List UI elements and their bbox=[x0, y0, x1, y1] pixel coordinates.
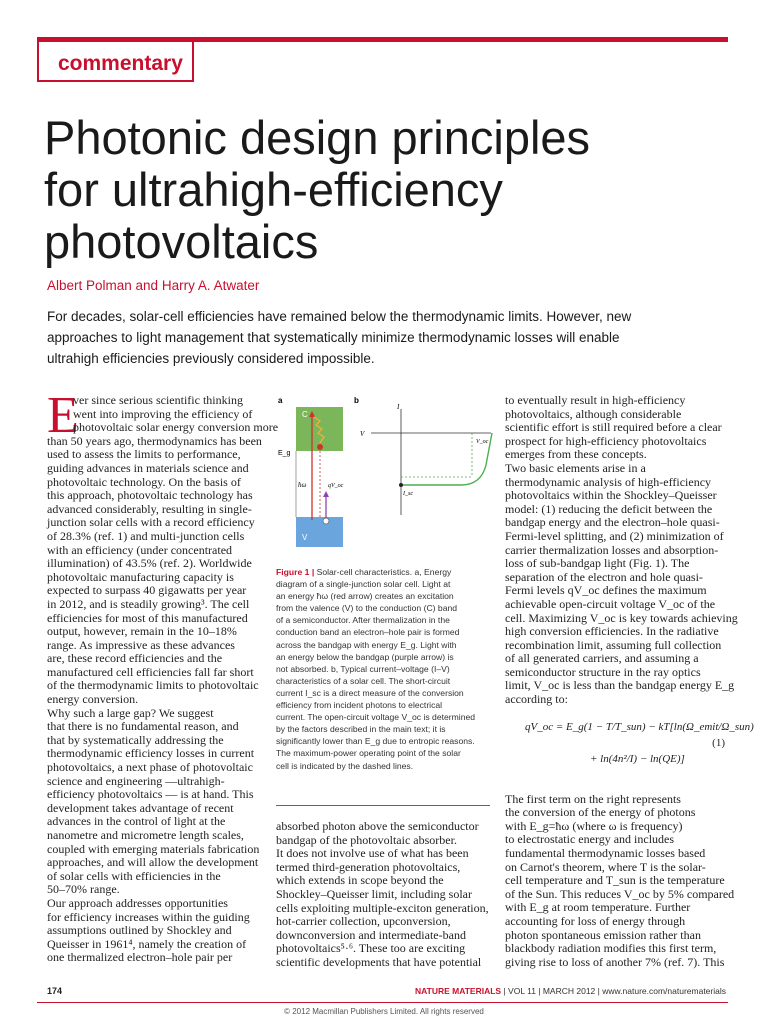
caption-figure-label: Figure 1 | bbox=[276, 567, 315, 577]
text-line: The first term on the right represents bbox=[505, 791, 681, 806]
text-line: with E_g at room temperature. Further bbox=[505, 900, 691, 915]
text-line: ver since serious scientific thinking bbox=[73, 393, 243, 407]
text-line: Shockley–Queisser limit, including solar bbox=[276, 886, 472, 901]
text-line: than 50 years ago, thermodynamics has been bbox=[47, 433, 262, 448]
text-line: an energy ħω (red arrow) creates an excitation bbox=[276, 591, 454, 602]
page-number: 174 bbox=[47, 986, 63, 996]
text-line: giving rise to loss of another 7% (ref. 7). This bbox=[505, 954, 725, 969]
text-line: efficiencies for most of this manufactured bbox=[47, 610, 248, 625]
text-line: bandgap of the photovoltaic absorber. bbox=[276, 832, 457, 847]
text-line: scientific effort is still required before a clear bbox=[505, 420, 722, 435]
text-line: to electrostatic energy and includes bbox=[505, 832, 675, 847]
drop-cap: E bbox=[47, 387, 79, 444]
text-line: of a semiconductor. After thermalization in the bbox=[276, 615, 450, 626]
text-line: advanced considerably, resulting in single- bbox=[47, 501, 252, 516]
text-line: that there is no fundamental reason, and bbox=[47, 719, 239, 734]
text-line: recombination limit, assuming full collection bbox=[505, 637, 722, 652]
text-line: science and engineering —ultrahigh- bbox=[47, 773, 225, 788]
text-line: It does not involve use of what has been bbox=[276, 846, 469, 861]
text-line: diagram of a single-junction solar cell. Light at bbox=[276, 579, 451, 590]
text-line: coupled with emerging materials fabrication bbox=[47, 841, 260, 856]
caption-rest bbox=[276, 578, 490, 772]
text-line: of solar cells with efficiencies in the bbox=[47, 868, 221, 883]
text-line: this approach, photovoltaic technology has bbox=[47, 488, 253, 503]
text-line: output, however, remain in the 10–18% bbox=[47, 624, 237, 639]
text-line: are, these record efficiencies and the bbox=[47, 651, 223, 666]
text-line: used to assess the limits to performance, bbox=[47, 447, 241, 462]
article-title bbox=[44, 112, 684, 268]
text-line: cell temperature and T_sun is the temperature bbox=[505, 873, 725, 888]
voc-label: V_oc bbox=[476, 439, 489, 445]
body-column-2 bbox=[276, 820, 490, 970]
text-line: manufactured cell efficiencies fall far short bbox=[47, 664, 254, 679]
text-line: conduction band an electron–hole pair is formed bbox=[276, 627, 460, 638]
text-line: the conversion of the energy of photons bbox=[505, 805, 696, 820]
text-line: from the valence (V) to the conduction (C) band bbox=[276, 603, 458, 614]
text-line: thermodynamic efficiency losses in current bbox=[47, 746, 255, 761]
body-column-3 bbox=[505, 393, 738, 969]
text-line: current. The open-circuit voltage V_oc is determined bbox=[276, 712, 476, 723]
body-column-1 bbox=[47, 393, 279, 965]
text-line: by the factors described in the main text; it is bbox=[276, 724, 446, 735]
text-line: current I_sc is a direct measure of the conversion bbox=[276, 687, 464, 698]
hole-dot bbox=[323, 518, 329, 524]
text-line: emerges from these concepts. bbox=[505, 447, 647, 462]
text-line: characteristics of a solar cell. The short-circuit bbox=[276, 675, 451, 686]
journal-footer bbox=[415, 986, 726, 996]
electron-dot bbox=[317, 444, 323, 450]
footer-rule bbox=[37, 1002, 728, 1003]
standfirst-line: For decades, solar-cell efficiencies have remained below the thermodynamic limits. However, new bbox=[47, 309, 632, 324]
hw-label: ħω bbox=[298, 481, 307, 489]
text-line: photovoltaics⁵·⁶. These too are exciting bbox=[276, 941, 466, 956]
sub-bandgap-arrowhead bbox=[323, 491, 329, 497]
text-line: illumination) of 43.5% (ref. 2). Worldwide bbox=[47, 556, 252, 571]
text-line: Our approach addresses opportunities bbox=[47, 895, 228, 910]
text-line: downconversion and intermediate-band bbox=[276, 927, 466, 942]
text-line: thermodynamic analysis of high-efficiency bbox=[505, 474, 712, 489]
text-line: efficiency from incident photons to electrical bbox=[276, 700, 443, 711]
equation-line-1: qV_oc = E_g(1 − T/T_sun) − kT[ln(Ω_emit/Ω_sun) bbox=[525, 721, 754, 733]
text-line: blackbody radiation modifies this first term, bbox=[505, 941, 717, 956]
valence-label: V bbox=[302, 533, 308, 542]
text-line: cells exploiting multiple-exciton generation, bbox=[276, 900, 489, 915]
text-line: accounting for loss of energy through bbox=[505, 914, 686, 928]
text-line: range. As impressive as these advances bbox=[47, 637, 235, 652]
text-line: photovoltaics, although considerable bbox=[505, 406, 682, 421]
text-line: hot-carrier collection, upconversion, bbox=[276, 914, 451, 929]
qvoc-label: qV_oc bbox=[328, 483, 344, 489]
text-line: achievable open-circuit voltage V_oc of the bbox=[505, 596, 716, 611]
caption-rule bbox=[276, 805, 490, 806]
text-line: high conversion efficiencies. In the radiative bbox=[505, 624, 719, 639]
copyright: © 2012 Macmillan Publishers Limited. All rights reserved bbox=[284, 1007, 484, 1016]
i-axis-label: I bbox=[397, 403, 400, 411]
text-line: prospect for high-efficiency photovoltaics bbox=[505, 433, 707, 448]
text-line: which extends in scope beyond the bbox=[276, 873, 444, 888]
text-line: limit, V_oc is less than the bandgap energy E_g bbox=[505, 678, 735, 693]
panel-a-label: a bbox=[278, 396, 283, 405]
section-label: commentary bbox=[58, 52, 183, 75]
journal-details: | VOL 11 | MARCH 2012 | www.nature.com/naturematerials bbox=[501, 986, 726, 996]
text-line: model: (1) reducing the deficit between the bbox=[505, 501, 713, 516]
text-line: bandgap energy and the electron–hole quasi- bbox=[505, 515, 720, 530]
text-line: efficiency photovoltaics — is at hand. This bbox=[47, 787, 254, 802]
equation-number: (1) bbox=[712, 737, 725, 749]
text-line: nanometre and micrometre length scales, bbox=[47, 828, 244, 842]
text-line: semiconductor structure in the ray optics bbox=[505, 664, 701, 679]
caption-line-0 bbox=[276, 566, 490, 578]
text-line: of the thermodynamic limits to photovoltaic bbox=[47, 678, 259, 693]
title-line: for ultrahigh-efficiency bbox=[44, 163, 503, 216]
text-line: significantly lower than E_g due to entropic reasons. bbox=[276, 736, 475, 747]
text-line: on Carnot's theorem, where T is the solar- bbox=[505, 859, 706, 874]
text-line: Queisser in 1961⁴, namely the creation of bbox=[47, 936, 247, 951]
standfirst-line: ultrahigh efficiencies previously considered impossible. bbox=[47, 351, 375, 366]
text-line: according to: bbox=[505, 692, 568, 707]
title-line: Photonic design principles bbox=[44, 111, 591, 164]
valence-band bbox=[296, 517, 343, 547]
eg-label: E_g bbox=[278, 450, 291, 457]
text-line: approaches, and will allow the development bbox=[47, 855, 259, 870]
equation-1 bbox=[525, 715, 754, 785]
text-line: absorbed photon above the semiconductor bbox=[276, 819, 479, 833]
text-line: to eventually result in high-efficiency bbox=[505, 393, 686, 407]
text-line: advances in the control of light at the bbox=[47, 814, 226, 829]
panel-b-label: b bbox=[354, 396, 359, 405]
text-line: Two basic elements arise in a bbox=[505, 460, 646, 475]
text-line: photovoltaic manufacturing capacity is bbox=[47, 569, 234, 584]
text-line: in 2012, and is steadily growing³. The cell bbox=[47, 596, 250, 611]
text-line: across the bandgap with energy E_g. Light with bbox=[276, 639, 457, 650]
text-line: carrier thermalization losses and absorption- bbox=[505, 542, 719, 557]
equation-line-2: + ln(4n²/I) − ln(QE)] bbox=[590, 753, 685, 765]
text-line: that by systematically addressing the bbox=[47, 732, 224, 747]
section-tag bbox=[37, 42, 194, 82]
text-line: separation of the electron and hole quasi- bbox=[505, 569, 703, 584]
text-line: expected to surpass 40 gigawatts per year bbox=[47, 583, 247, 598]
standfirst bbox=[47, 306, 727, 369]
standfirst-line: approaches to light management that systematically minimize thermodynamic losses will enable bbox=[47, 330, 620, 345]
text-line: scientific developments that have potential bbox=[276, 954, 482, 969]
v-axis-label: V bbox=[360, 430, 365, 438]
title-line: photovoltaics bbox=[44, 215, 319, 268]
text-line: loss of sub-bandgap light (Fig. 1). The bbox=[505, 556, 690, 571]
text-line: photon spontaneous emission rather than bbox=[505, 927, 701, 942]
text-line: of 28.3% (ref. 1) and multi-junction cells bbox=[47, 528, 245, 543]
text-line: The maximum-power operating point of the solar bbox=[276, 748, 461, 759]
text-line: termed third-generation photovoltaics, bbox=[276, 859, 461, 874]
text-line: assumptions outlined by Shockley and bbox=[47, 923, 232, 938]
text-line: fundamental thermodynamic losses based bbox=[505, 846, 706, 861]
text-line: Fermi levels qV_oc defines the maximum bbox=[505, 583, 707, 598]
text-line: energy conversion. bbox=[47, 692, 139, 707]
text-line: photovoltaic solar energy conversion more bbox=[73, 420, 279, 435]
authors: Albert Polman and Harry A. Atwater bbox=[47, 278, 260, 293]
text-line: for efficiency increases within the guiding bbox=[47, 909, 250, 924]
text-line: photovoltaics within the Shockley–Queisser bbox=[505, 488, 717, 503]
text-line: guiding advances in materials science and bbox=[47, 460, 249, 475]
text-line: an energy below the bandgap (purple arrow) is bbox=[276, 651, 454, 662]
text-line: 50–70% range. bbox=[47, 882, 120, 897]
text-line: with an efficiency (under concentrated bbox=[47, 542, 233, 557]
text-line: photovoltaics, a next phase of photovoltaic bbox=[47, 760, 253, 775]
figure-1-graphic bbox=[276, 395, 496, 555]
journal-name: NATURE MATERIALS bbox=[415, 986, 502, 996]
text-line: development takes advantage of recent bbox=[47, 800, 234, 815]
figure-1 bbox=[276, 395, 496, 555]
isc-label: I_sc bbox=[403, 491, 413, 497]
text-line: Fermi-level splitting, and (2) minimization of bbox=[505, 528, 724, 543]
text-line: junction solar cells with a record efficiency bbox=[47, 515, 255, 530]
text-line: with E_g=ħω (where ω is frequency) bbox=[505, 818, 683, 833]
caption-text: Solar-cell characteristics. a, Energy bbox=[314, 567, 452, 577]
text-line: not absorbed. b, Typical current–voltage (I–V) bbox=[276, 663, 450, 674]
text-line: of the Sun. This reduces V_oc by 5% compared bbox=[505, 886, 735, 901]
conduction-label: C bbox=[302, 410, 308, 419]
text-line: went into improving the efficiency of bbox=[73, 406, 253, 421]
figure-caption bbox=[276, 566, 490, 772]
text-line: cell is indicated by the dashed lines. bbox=[276, 760, 414, 771]
text-line: photovoltaic technology. On the basis of bbox=[47, 474, 241, 489]
text-line: of all generated carriers, and assuming a bbox=[505, 651, 699, 666]
text-line: Why such a large gap? We suggest bbox=[47, 705, 214, 720]
isc-point bbox=[399, 483, 403, 487]
text-line: cell. Maximizing V_oc is key towards achieving bbox=[505, 610, 738, 625]
text-line: one thermalized electron–hole pair per bbox=[47, 950, 233, 965]
